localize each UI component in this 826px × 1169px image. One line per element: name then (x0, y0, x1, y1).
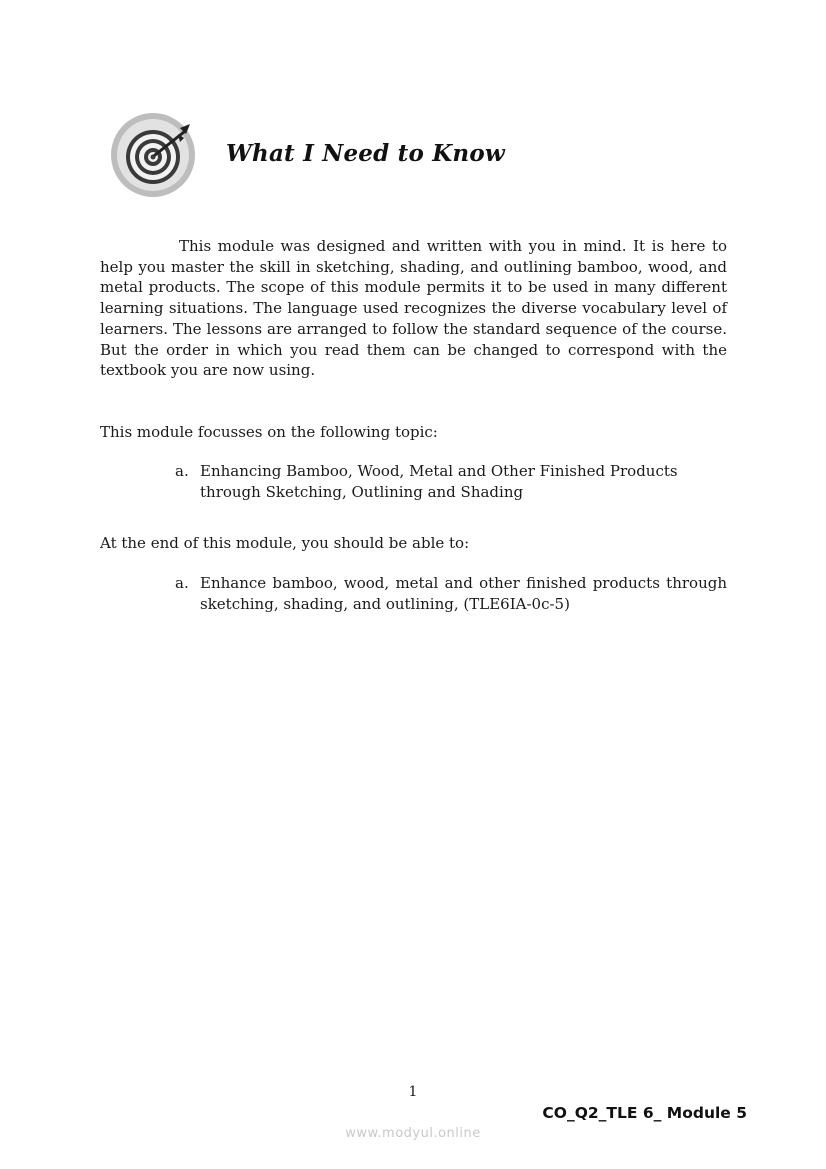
objectives-list (175, 573, 727, 614)
page-number: 1 (408, 1084, 418, 1100)
focus-topic-text: Enhancing Bamboo, Wood, Metal and Other Finished Products through Sketching, Outlining and Shading (200, 462, 678, 501)
list-marker: a. (175, 462, 189, 480)
focus-list (175, 461, 727, 502)
intro-paragraph: This module was designed and written with you in mind. It is here to help you master the skill in sketching, shading, and outlining bamboo, wood, and metal products. The scope of this module permits it to be used in many different learning situations. The language used recognizes the diverse vocabulary level of learners. The lessons are arranged to follow the standard sequence of the course. But the order in which you read them can be changed to correspond with the textbook you are now using. (100, 237, 727, 380)
objective-text: Enhance bamboo, wood, metal and other finished products through sketching, shading, and outlining, (TLE6IA-0c-5) (200, 574, 727, 613)
section-heading: What I Need to Know (226, 140, 505, 167)
watermark: www.modyul.online (345, 1126, 481, 1141)
objectives-label: At the end of this module, you should be able to: (100, 534, 470, 552)
focus-list-item (175, 461, 727, 502)
focus-label: This module focusses on the following topic: (100, 423, 438, 441)
module-code: CO_Q2_TLE 6_ Module 5 (542, 1104, 747, 1122)
target-icon (110, 112, 196, 198)
list-marker: a. (175, 574, 189, 592)
objectives-list-item (175, 573, 727, 614)
